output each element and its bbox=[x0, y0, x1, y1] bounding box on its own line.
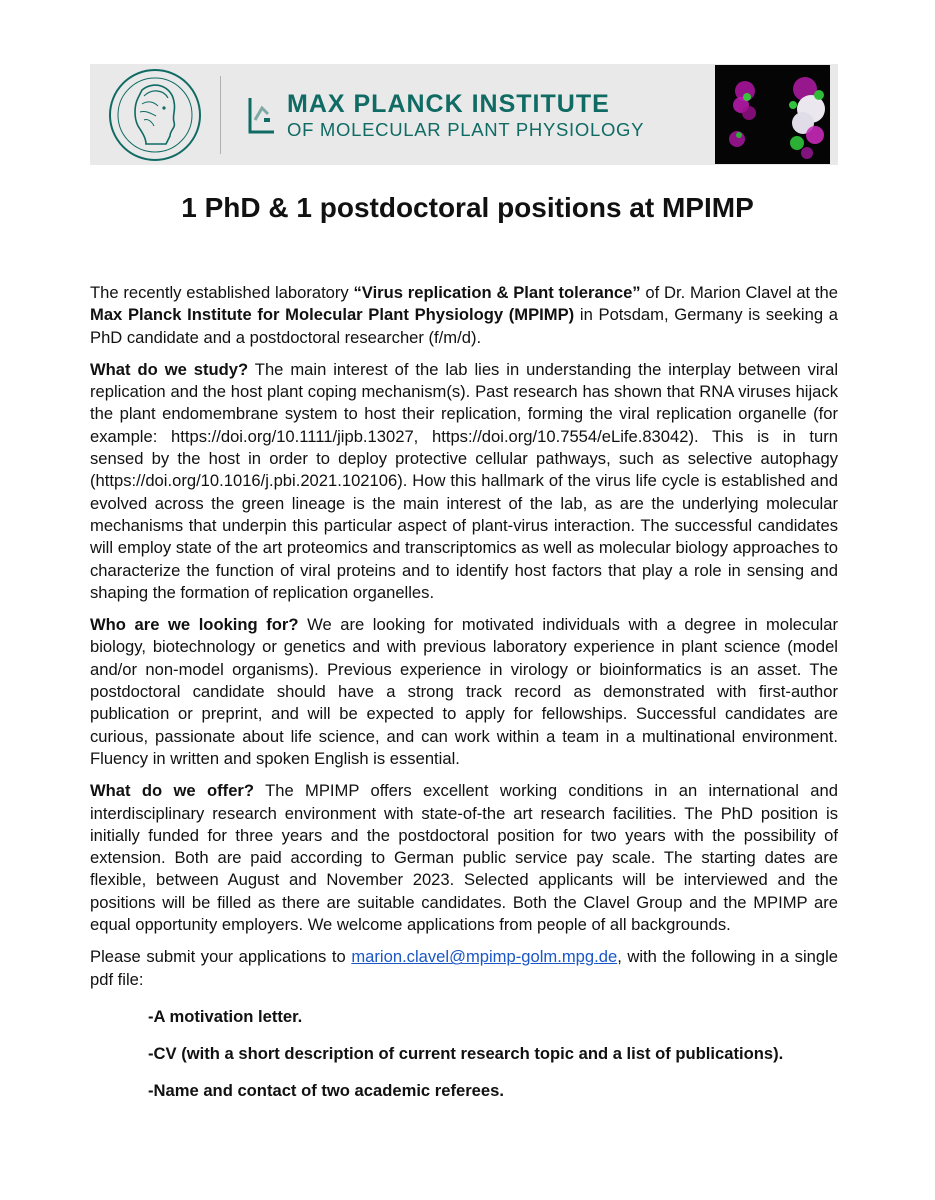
list-item: -Name and contact of two academic referees. bbox=[148, 1080, 504, 1100]
institute-subtitle: OF MOLECULAR PLANT PHYSIOLOGY bbox=[287, 119, 645, 140]
mpg-logo-icon bbox=[240, 94, 276, 136]
apply-paragraph: Please submit your applications to marion.clavel@mpimp-golm.mpg.de, with the following in a single pdf file: bbox=[90, 947, 839, 989]
institute-name: MAX PLANCK INSTITUTE bbox=[287, 90, 610, 118]
offer-heading: What do we offer? bbox=[90, 781, 255, 801]
looking-paragraph: Who are we looking for? We are looking for motivated individuals with a degree in molecular biology, biotechnology or genetics and with previous laboratory experience in plant science (model and/or non-model organisms). Previous experience in virology or bioinformatics is an asset. The postdoctoral candidate should have a strong track record as demonstrated with first-author publication or preprint, and will be expected to apply for fellowships. Successful candidates are curious, passionate about life science, and can work within a team in a multinational environment. Fluency in written and spoken English is essential. bbox=[90, 615, 838, 768]
requirements-list bbox=[148, 1006, 838, 1102]
microscopy-image bbox=[715, 65, 830, 164]
lab-name: “Virus replication & Plant tolerance” bbox=[353, 283, 641, 302]
institute-full-name: Max Planck Institute for Molecular Plant Physiology (MPIMP) bbox=[90, 305, 575, 325]
email-link[interactable]: marion.clavel@mpimp-golm.mpg.de bbox=[351, 947, 618, 967]
looking-heading: Who are we looking for? bbox=[90, 615, 299, 635]
document-body bbox=[90, 282, 838, 1117]
banner-divider bbox=[220, 76, 221, 154]
study-paragraph: What do we study? The main interest of the lab lies in understanding the interplay between viral replication and the host plant coping mechanism(s). Past research has shown that RNA viruses hijack the plant endomembrane system to host their replication, forming the viral replication organelle (for example: https://doi.org/10.1111/jipb.13027, https://doi.org/10.7554/eLife.83042). This is in turn sensed by the host in order to deploy protective cellular pathways, such as selective autophagy (https://doi.org/10.1016/j.pbi.2021.102106). How this hallmark of the virus life cycle is established and evolved across the green lineage is the main interest of the lab, as are the underlying molecular mechanisms that underpin this particular aspect of plant-virus interaction. The successful candidates will employ state of the art proteomics and transcriptomics as well as molecular biology approaches to characterize the function of viral proteins and to identify host factors that play a role in sensing and shaping the formation of replication organelles. bbox=[90, 359, 839, 602]
minerva-seal-logo bbox=[108, 68, 202, 162]
page-title: 1 PhD & 1 postdoctoral positions at MPIMP bbox=[181, 192, 754, 223]
list-item: -A motivation letter. bbox=[148, 1006, 303, 1026]
header-banner bbox=[90, 64, 838, 165]
offer-paragraph: What do we offer? The MPIMP offers excellent working conditions in an international and interdisciplinary research environment with state-of-the art research facilities. The PhD position is initially funded for three years and the postdoctoral position for two years with the possibility of extension. Both are paid according to German public service pay scale. The starting dates are flexible, between August and November 2023. Selected applicants will be interviewed and the positions will be filled as there are suitable candidates. Both the Clavel Group and the MPIMP are equal opportunity employers. We welcome applications from people of all backgrounds. bbox=[90, 781, 838, 935]
intro-paragraph: The recently established laboratory “Virus replication & Plant tolerance” of Dr. Marion Clavel at the Max Planck Institute for Molecular Plant Physiology (MPIMP) in Potsdam, Germany is seeking a PhD candidate and a postdoctoral researcher (f/m/d). bbox=[90, 283, 838, 347]
study-heading: What do we study? bbox=[90, 359, 249, 379]
list-item: -CV (with a short description of current research topic and a list of publications). bbox=[148, 1043, 784, 1063]
